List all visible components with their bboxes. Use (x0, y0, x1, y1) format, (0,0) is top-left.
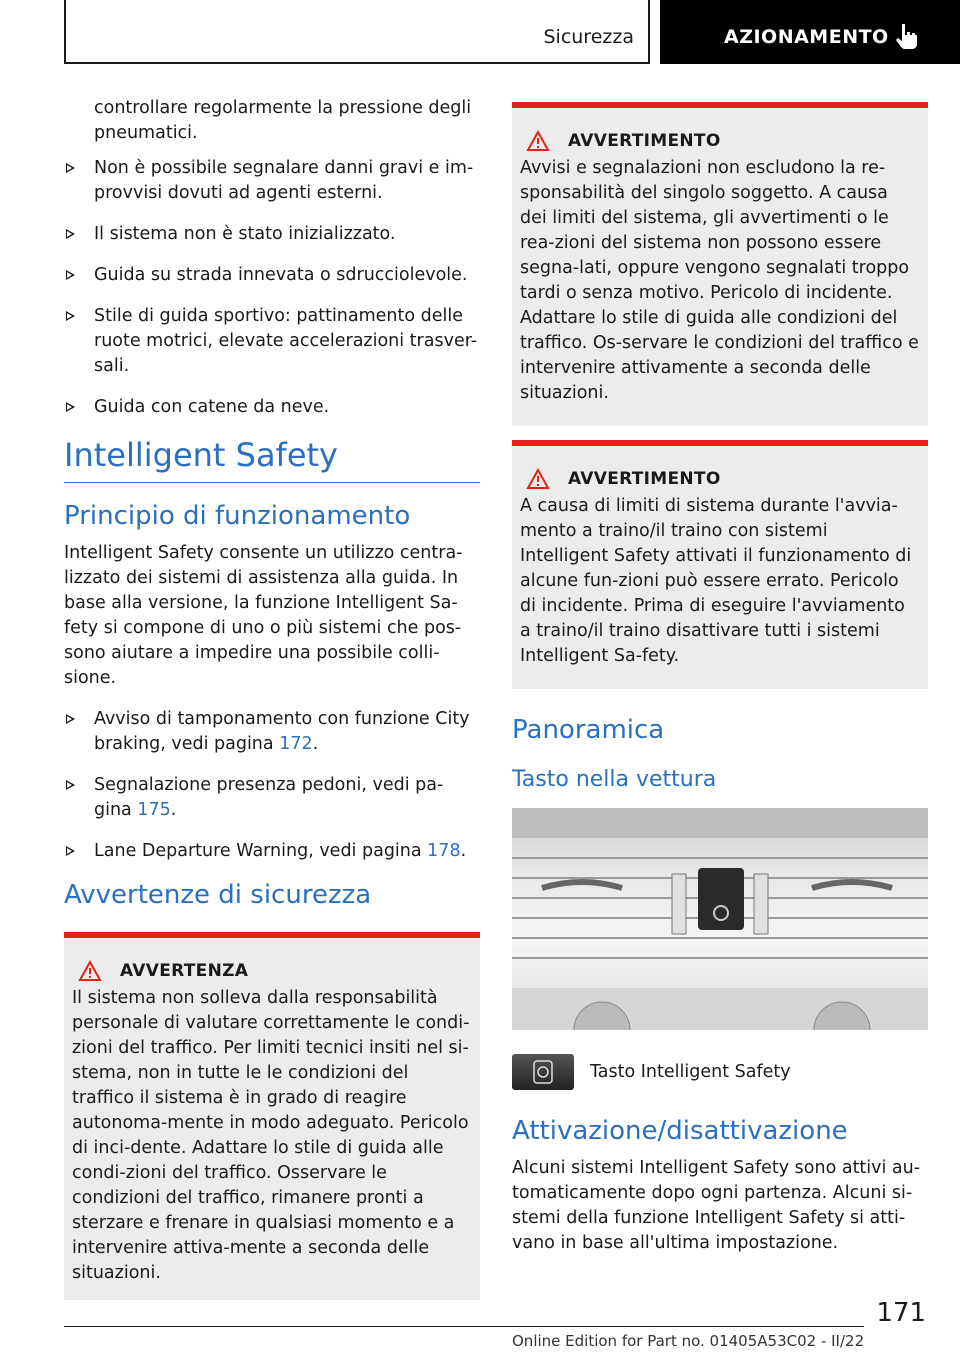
systems-list (64, 707, 480, 864)
warning-text: A causa di limiti di sistema durante l'avvia-mento a traino/il traino con sistemi Intelligent Safety attivati il funzionamento di alcune fun-zioni può essere errato. Pericolo di incidente. Prima di eseguire l'avviamento a traino/il traino disattivare tutti i sistemi Intelligent Sa-fety. (520, 496, 912, 666)
continued-text: controllare regolarmente la pressione degli pneumatici. (94, 98, 472, 143)
warning-header (72, 960, 472, 982)
list-item: Lane Departure Warning, vedi pagina 178. (64, 839, 480, 864)
page-link-172[interactable]: 172 (279, 734, 313, 754)
page-link-175[interactable]: 175 (137, 800, 171, 820)
condition-list (64, 156, 480, 420)
chapter-heading: Intelligent Safety (64, 436, 338, 474)
button-legend (512, 1054, 928, 1090)
bullet-triangle-icon (66, 270, 75, 280)
list-item: Avviso di tamponamento con funzione City braking, vedi pagina 172. (64, 707, 480, 757)
list-item: Guida su strada innevata o sdrucciolevole. (64, 263, 480, 288)
page-link-178[interactable]: 178 (427, 841, 461, 861)
button-heading: Tasto nella vettura (512, 767, 717, 792)
warning-triangle-icon (526, 130, 550, 152)
warning-triangle-icon (78, 960, 102, 982)
warning-title: AVVERTENZA (120, 961, 249, 981)
activation-heading: Attivazione/disattivazione (512, 1116, 848, 1146)
overview-heading: Panoramica (512, 715, 665, 745)
list-item: Guida con catene da neve. (64, 395, 480, 420)
header-section-box (64, 0, 650, 64)
list-item: Stile di guida sportivo: pattinamento delle ruote motrici, elevate accelerazioni trasver-sali. (64, 304, 480, 379)
bullet-triangle-icon (66, 311, 75, 321)
intelligent-safety-button-icon (512, 1054, 574, 1090)
activation-text: Alcuni sistemi Intelligent Safety sono attivi au-tomaticamente dopo ogni partenza. Alcuni si-stemi della funzione Intelligent Safety si atti-vano in base all'ultima impostazione. (512, 1158, 921, 1253)
footer-divider (64, 1326, 864, 1327)
chapter-heading-wrap (64, 436, 480, 483)
warning-box (512, 102, 928, 426)
left-column (64, 96, 480, 1300)
bullet-triangle-icon (66, 402, 75, 412)
warning-text: Il sistema non solleva dalla responsabilità personale di valutare correttamente le condi-zioni del traffico. Per limiti tecnici insiti nel si-stema, non in tutte le le condizioni del traffico il sistema è in grado di reagire autonoma-mente in modo adeguato. Pericolo di inci-dente. Adattare lo stile di guida alle condi-zioni del traffico. Osservare le condizioni del traffico, rimanere pronti a sterzare e frenare in qualsiasi momento e a intervenire attiva-mente a seconda delle situazioni. (72, 988, 470, 1283)
warning-triangle-icon (526, 468, 550, 490)
principle-text: Intelligent Safety consente un utilizzo centra-lizzato dei sistemi di assistenza alla guida. In base alla versione, la funzione Intelligent Sa-fety si compone di uno o più sistemi che pos-sono aiutare a impedire una possibile colli-sione. (64, 543, 463, 688)
header-chapter-box (660, 0, 960, 64)
bullet-triangle-icon (66, 780, 75, 790)
list-item: Segnalazione presenza pedoni, vedi pa-gina 175. (64, 773, 480, 823)
page-number: 171 (876, 1298, 926, 1328)
bullet-triangle-icon (66, 714, 75, 724)
section-title: Sicurezza (543, 26, 634, 48)
bullet-triangle-icon (66, 163, 75, 173)
warning-title: AVVERTIMENTO (568, 131, 721, 151)
safety-heading: Avvertenze di sicurezza (64, 880, 372, 910)
dashboard-illustration (512, 808, 928, 1030)
button-caption: Tasto Intelligent Safety (590, 1061, 791, 1082)
warning-box (512, 440, 928, 689)
warning-header (520, 130, 920, 152)
warning-title: AVVERTIMENTO (568, 469, 721, 489)
bullet-triangle-icon (66, 846, 75, 856)
bullet-triangle-icon (66, 229, 75, 239)
warning-text: Avvisi e segnalazioni non escludono la re-sponsabilità del singolo soggetto. A causa dei limiti del sistema, gli avvertimenti o le rea-zioni del sistema non possono essere segna-lati, oppure vengono segnalati troppo tardi o senza motivo. Pericolo di incidente. Adattare lo stile di guida alle condizioni del traffico. Os-servare le condizioni del traffico e intervenire attivamente a seconda delle situazioni. (520, 158, 919, 403)
list-item: Non è possibile segnalare danni gravi e im-provvisi dovuti ad agenti esterni. (64, 156, 480, 206)
right-column (512, 102, 928, 1256)
chapter-title: AZIONAMENTO (724, 26, 889, 48)
warning-box (64, 932, 480, 1300)
dashboard-photo (512, 808, 928, 1030)
warning-header (520, 468, 920, 490)
footer-edition: Online Edition for Part no. 01405A53C02 - II/22 (512, 1332, 865, 1350)
pointing-hand-icon (894, 22, 920, 50)
list-item: Il sistema non è stato inizializzato. (64, 222, 480, 247)
principle-heading: Principio di funzionamento (64, 501, 411, 531)
